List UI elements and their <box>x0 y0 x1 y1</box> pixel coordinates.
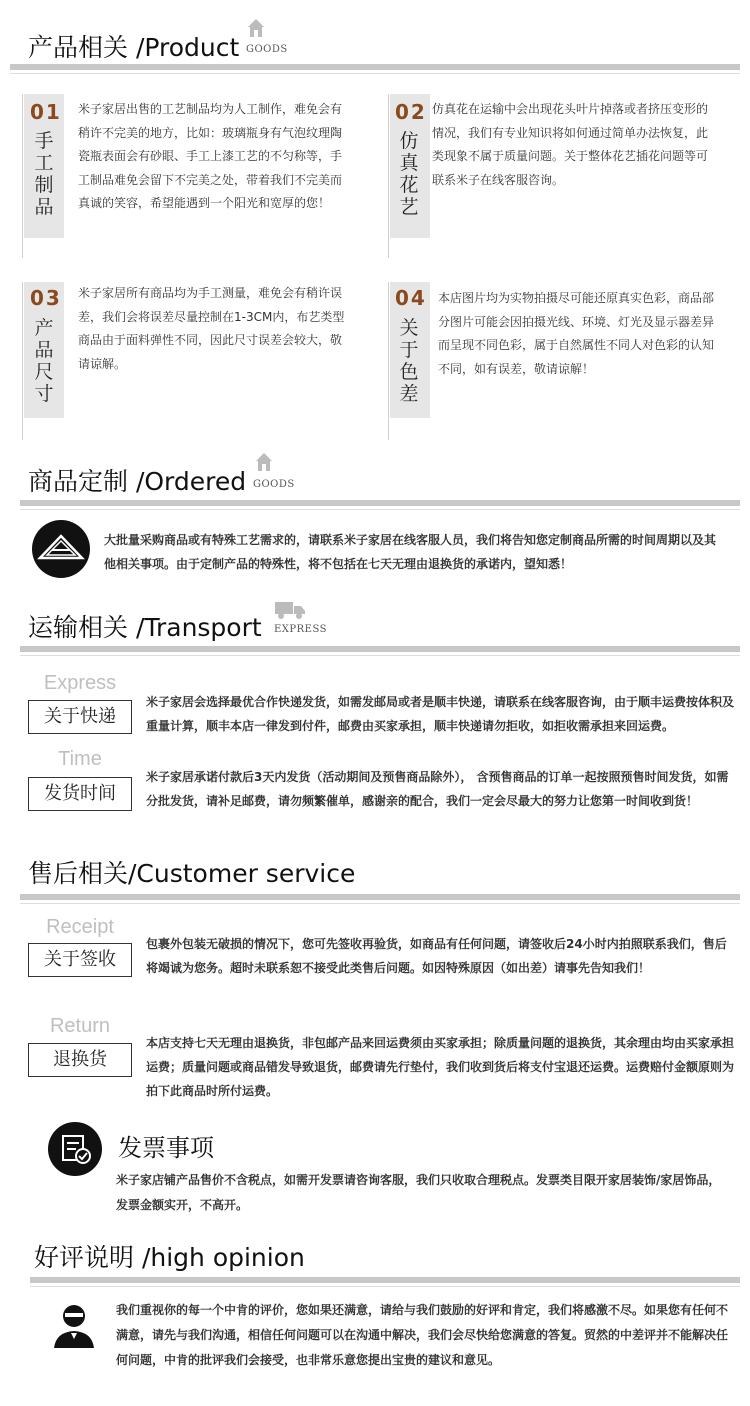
receipt-label-box: 关于签收 <box>28 943 132 977</box>
card-border <box>22 282 23 440</box>
return-text: 本店支持七天无理由退换货，非包邮产品来回运费须由买家承担；除质量问题的退换货，其余理由均由买家承担运费；质量问题或商品错发导致退货，邮费请先行垫付，我们收到货后将支付宝退还运费。运费赔付金额原则为拍下此商品时所付运费。 <box>146 1036 735 1098</box>
divider <box>10 64 740 70</box>
receipt-text: 包裹外包装无破损的情况下，您可先签收再验货，如商品有任何问题，请签收后24小时内拍照联系我们，售后将竭诚为您务。超时未联系恕不接受此类售后问题。如因特殊原因（如出差）请事先告知我们！ <box>146 937 727 975</box>
card-border <box>388 94 389 258</box>
triangle-icon <box>32 520 90 578</box>
return-en-label: Return <box>49 1015 111 1037</box>
express-text: 米子家居会选择最优合作快递发货，如需发邮局或者是顺丰快递，请联系在线客服咨询，由于顺丰运费按体积及重量计算，顺丰本店一律发到付件，邮费由买家承担，顺丰快递请勿拒收，如拒收需承担来回运费。 <box>146 695 735 733</box>
receipt-en-label: Receipt <box>46 916 114 938</box>
divider <box>20 894 740 900</box>
divider-thin <box>20 655 740 656</box>
card-text: 米子家居所有商品均为手工测量，难免会有稍许误差，我们会将误差尽量控制在1-3CM内，布艺类型商品由于面料弹性不同，因此尺寸误差会较大，敬请谅解。 <box>78 286 345 371</box>
divider <box>20 646 740 652</box>
divider <box>20 500 740 506</box>
opinion-text: 我们重视你的每一个中肯的评价，您如果还满意，请给与我们鼓励的好评和肯定，我们将感激不尽。如果您有任何不满意，请先与我们沟通，相信任何问题可以在沟通中解决，我们会尽快给您满意的答复。贸然的中差评并不能解决任何问题，中肯的批评我们会接受，也非常乐意您提出宝贵的建议和意见。 <box>116 1303 729 1367</box>
section-title-transport: 运输相关 /Transport <box>28 613 262 642</box>
goods-tag: GOODS <box>246 44 288 55</box>
express-label-box: 关于快递 <box>28 700 132 734</box>
section-title-product: 产品相关 /Product <box>28 33 240 62</box>
divider-thin <box>10 73 740 74</box>
card-number: 03 <box>30 286 62 310</box>
invoice-icon <box>48 1122 102 1176</box>
invoice-title: 发票事项 <box>118 1134 214 1162</box>
card-label: 仿真花艺 <box>399 130 419 218</box>
divider-thin <box>30 1286 740 1287</box>
card-label: 产品尺寸 <box>34 317 54 405</box>
card-border <box>388 282 389 440</box>
section-title-opinion: 好评说明 /high opinion <box>34 1243 305 1272</box>
card-text: 本店图片均为实物拍摄尽可能还原真实色彩，商品部分图片可能会因拍摄光线、环境、灯光及显示器差异而呈现不同色彩，属于自然属性不同人对色彩的认知不同，如有误差，敬请谅解！ <box>438 291 715 376</box>
truck-icon <box>274 600 306 620</box>
card-text: 米子家居出售的工艺制品均为人工制作，难免会有稍许不完美的地方，比如：玻璃瓶身有气泡纹理陶瓷瓶表面会有砂眼、手工上漆工艺的不匀称等，手工制品难免会留下不完美之处，带着我们不完美而真诚的笑容，希望能遇到一个阳光和宽厚的您！ <box>78 102 343 210</box>
invoice-text: 米子家店铺产品售价不含税点，如需开发票请咨询客服，我们只收取合理税点。发票类目限开家居装饰/家居饰品，发票金额实开，不高开。 <box>116 1173 721 1212</box>
time-text: 米子家居承诺付款后3天内发货（活动期间及预售商品除外）， 含预售商品的订单一起按照预售时间发货，如需分批发货，请补足邮费，请勿频繁催单，感谢亲的配合，我们一定会尽最大的努力让您第一时间收到货！ <box>146 770 729 808</box>
express-tag: EXPRESS <box>274 624 328 635</box>
card-number: 01 <box>30 100 62 124</box>
house-icon <box>246 18 266 38</box>
ordered-text: 大批量采购商品或有特殊工艺需求的，请联系米子家居在线客服人员，我们将告知您定制商品所需的时间周期以及其他相关事项。由于定制产品的特殊性，将不包括在七天无理由退换货的承诺内，望知悉！ <box>104 533 717 571</box>
customer-service-icon <box>50 1302 98 1350</box>
section-title-ordered: 商品定制 /Ordered <box>28 467 247 496</box>
time-label-box: 发货时间 <box>28 777 132 811</box>
card-label: 手工制品 <box>34 130 54 218</box>
section-title-customer: 售后相关/Customer service <box>28 859 356 888</box>
card-label: 关于色差 <box>399 317 419 405</box>
card-border <box>22 94 23 258</box>
express-en-label: Express <box>43 672 117 694</box>
goods-tag: GOODS <box>253 479 295 490</box>
divider-thin <box>20 509 740 510</box>
divider <box>30 1277 740 1283</box>
return-label-box: 退换货 <box>28 1043 132 1077</box>
card-text: 仿真花在运输中会出现花头叶片掉落或者挤压变形的情况，我们有专业知识将如何通过简单办法恢复，此类现象不属于质量问题。关于整体花艺插花问题等可联系米子在线客服咨询。 <box>432 102 709 187</box>
card-number: 02 <box>395 100 427 124</box>
divider-thin <box>20 903 740 904</box>
time-en-label: Time <box>58 748 102 770</box>
card-number: 04 <box>395 286 427 310</box>
house-icon <box>254 452 274 472</box>
